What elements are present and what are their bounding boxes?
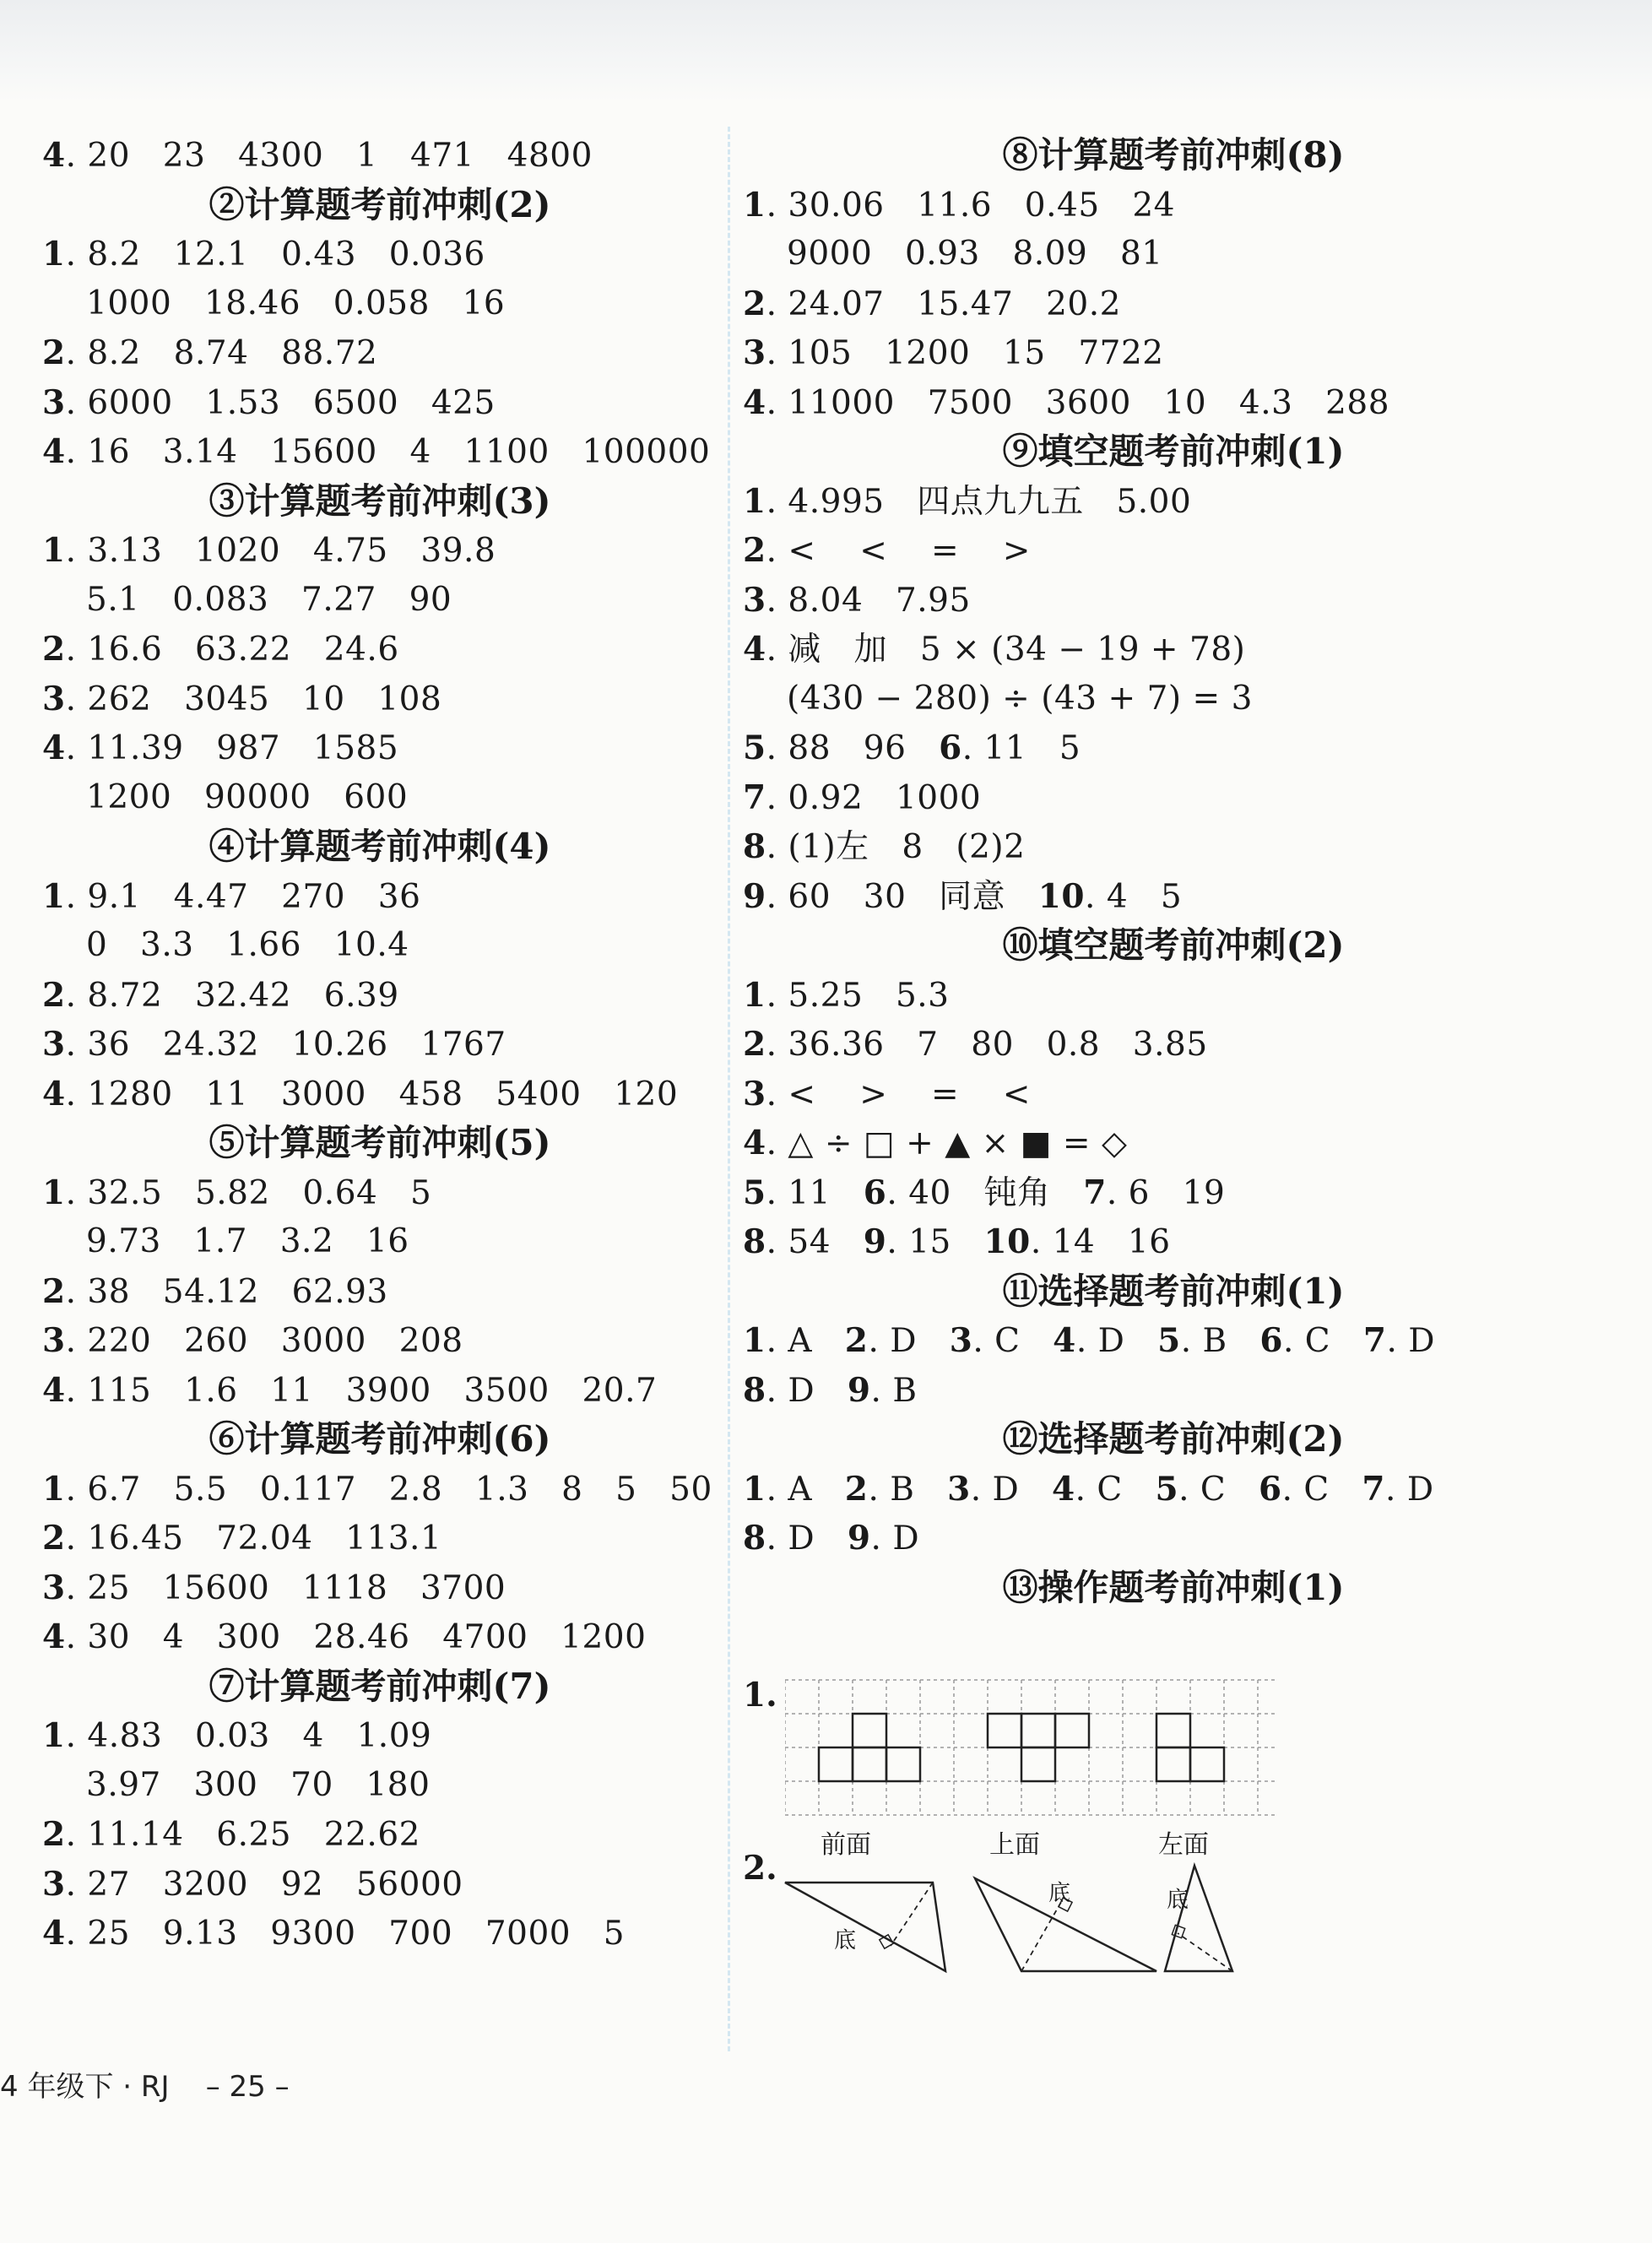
question-number: 3 xyxy=(42,1025,66,1064)
question-number: 3 xyxy=(743,580,766,620)
section-heading: ⑪选择题考前冲刺(1) xyxy=(1002,1270,1345,1312)
question-number: 6 xyxy=(939,729,962,767)
answer-line xyxy=(743,378,1604,428)
answer-text: . 15 xyxy=(886,1223,984,1261)
answer-line xyxy=(42,1020,718,1070)
question-number: 2 xyxy=(743,284,766,323)
answer-line xyxy=(42,131,718,181)
answer-line xyxy=(743,1316,1604,1366)
answer-line xyxy=(42,675,718,724)
answer-text: . 60 30 同意 xyxy=(766,877,1038,916)
question-number: 9 xyxy=(743,876,766,916)
triangle-1-height xyxy=(891,1883,933,1946)
answer-text: . 220 260 3000 208 xyxy=(65,1322,463,1360)
question-number: 5 xyxy=(743,1173,766,1212)
base-label-1: 底 xyxy=(834,1928,857,1953)
question-number: 1 xyxy=(743,1469,766,1509)
question-number: 6 xyxy=(1259,1321,1284,1360)
answer-text: . 6000 1.53 6500 425 xyxy=(65,383,496,422)
question-number: 1 xyxy=(42,1469,66,1509)
answer-text: . D xyxy=(868,1322,950,1360)
section-heading: ⑨填空题考前冲刺(1) xyxy=(1002,431,1345,472)
answer-text: . 6 19 xyxy=(1106,1173,1226,1212)
three-views-grid xyxy=(785,1676,1292,1819)
question-number: 2 xyxy=(844,1321,869,1360)
question-number: 4 xyxy=(1052,1469,1075,1509)
question-number: 3 xyxy=(743,333,766,372)
answer-line xyxy=(743,1119,1604,1168)
answer-text: . 14 16 xyxy=(1030,1223,1171,1261)
answer-line xyxy=(743,1366,1604,1416)
answer-text: 3.97 300 70 180 xyxy=(86,1765,431,1804)
label-front: 前面 xyxy=(821,1830,871,1860)
question-number: 1 xyxy=(743,481,766,521)
answer-text: . 25 15600 1118 3700 xyxy=(65,1568,506,1607)
answer-text: . 36 24.32 10.26 1767 xyxy=(65,1026,506,1064)
answer-line xyxy=(42,1563,718,1613)
answer-text: . 8.2 8.74 88.72 xyxy=(65,334,378,372)
answer-line xyxy=(743,723,1604,773)
question-number: 4 xyxy=(42,1370,66,1410)
answer-line xyxy=(743,1070,1604,1119)
question-number: 4 xyxy=(42,432,66,471)
answer-text: . 8.72 32.42 6.39 xyxy=(65,976,399,1015)
answer-text: . 11 xyxy=(766,1173,864,1212)
question-number: 8 xyxy=(743,1222,766,1261)
left-view xyxy=(1156,1714,1224,1781)
question-number: 8 xyxy=(743,1519,766,1558)
answer-line xyxy=(743,1465,1604,1514)
question-number: 3 xyxy=(42,382,66,422)
answer-line xyxy=(42,773,718,823)
answer-text: . 40 钝角 xyxy=(886,1173,1084,1212)
label-left: 左面 xyxy=(1158,1830,1209,1860)
answer-text: . 262 3045 10 108 xyxy=(65,680,442,718)
answer-line xyxy=(743,822,1604,872)
question-number: 6 xyxy=(863,1173,887,1212)
answer-line xyxy=(42,971,718,1021)
question-number: 9 xyxy=(863,1222,887,1261)
right-answer-column xyxy=(743,131,1604,1612)
answer-line xyxy=(42,1860,718,1910)
answer-text: . C xyxy=(1075,1470,1156,1509)
question-number: 3 xyxy=(42,1321,66,1360)
question-number: 9 xyxy=(847,1519,871,1558)
answer-text: . D xyxy=(766,1520,848,1558)
answer-text: . 54 xyxy=(766,1223,864,1261)
question-number: 2 xyxy=(743,531,766,570)
triangle-2-height xyxy=(1021,1898,1064,1971)
answer-line xyxy=(743,1217,1604,1267)
section-heading: ⑥计算题考前冲刺(6) xyxy=(209,1418,551,1460)
answer-line xyxy=(42,625,718,675)
answer-text: . 16.6 63.22 24.6 xyxy=(65,631,399,669)
question-number: 3 xyxy=(947,1469,971,1509)
answer-text: . 1280 11 3000 458 5400 120 xyxy=(65,1075,679,1113)
answer-text: 9.73 1.7 3.2 16 xyxy=(86,1222,409,1260)
question-number: 2 xyxy=(42,1271,66,1311)
question-number: 2 xyxy=(42,1519,66,1558)
section-heading: ④计算题考前冲刺(4) xyxy=(209,826,551,867)
base-label-2: 底 xyxy=(1048,1881,1071,1906)
answer-line xyxy=(743,1514,1604,1563)
answer-text: . 30 4 300 28.46 4700 1200 xyxy=(65,1618,647,1656)
answer-text: . B xyxy=(870,1371,918,1410)
answer-line xyxy=(42,1366,718,1416)
answer-text: . C xyxy=(1178,1470,1259,1509)
question-number: 5 xyxy=(1155,1469,1179,1509)
answer-text: . 9.1 4.47 270 36 xyxy=(65,877,421,916)
answer-text: . 88 96 xyxy=(766,729,940,767)
answer-text: 5.1 0.083 7.27 90 xyxy=(86,580,452,619)
answer-text: . D xyxy=(1385,1470,1434,1509)
answer-line xyxy=(743,1168,1604,1218)
page-top-band xyxy=(0,0,1652,101)
question-number: 2 xyxy=(42,630,66,669)
question-number: 7 xyxy=(1083,1173,1107,1212)
answer-text: . 16 3.14 15600 4 1100 100000 xyxy=(65,433,711,471)
answer-line xyxy=(743,230,1604,279)
answer-text: . 减 加 5 × (34 − 19 + 78) xyxy=(766,631,1246,669)
section-heading: ②计算题考前冲刺(2) xyxy=(209,183,551,225)
figure-2-number: 2. xyxy=(743,1849,777,1888)
answer-line xyxy=(42,1711,718,1761)
question-number: 1 xyxy=(42,876,66,916)
triangle-3-height xyxy=(1178,1933,1232,1971)
answer-text: . A xyxy=(766,1322,845,1360)
answer-text: . 16.45 72.04 113.1 xyxy=(65,1520,442,1558)
answer-text: . < > = < xyxy=(766,1075,1031,1113)
question-number: 6 xyxy=(1258,1469,1282,1509)
answer-text: . D xyxy=(970,1470,1052,1509)
question-number: 3 xyxy=(42,1864,66,1904)
answer-text: . 11.39 987 1585 xyxy=(65,729,399,767)
figure-1 xyxy=(743,1676,1587,1861)
question-number: 1 xyxy=(42,531,66,570)
answer-line xyxy=(42,1761,718,1811)
question-number: 4 xyxy=(42,1914,66,1953)
answer-text: . 3.13 1020 4.75 39.8 xyxy=(65,532,496,570)
section-heading: ③计算题考前冲刺(3) xyxy=(209,479,551,522)
answer-line xyxy=(743,773,1604,823)
answer-line xyxy=(42,279,718,329)
answer-line xyxy=(743,872,1604,922)
base-label-3: 底 xyxy=(1167,1888,1189,1913)
question-number: 1 xyxy=(743,1321,766,1360)
answer-line xyxy=(743,279,1604,329)
answer-text: . 32.5 5.82 0.64 5 xyxy=(65,1173,432,1212)
answer-text: . A xyxy=(766,1470,845,1509)
answer-text: . 30.06 11.6 0.45 24 xyxy=(766,186,1175,225)
section-heading: ⑤计算题考前冲刺(5) xyxy=(209,1122,551,1163)
answer-text: . △ ÷ □ + ▲ × ■ = ◇ xyxy=(766,1124,1128,1162)
question-number: 10 xyxy=(983,1222,1031,1261)
question-number: 8 xyxy=(743,1370,766,1410)
answer-text: . 0.92 1000 xyxy=(766,778,982,817)
question-number: 2 xyxy=(743,1025,766,1064)
question-number: 8 xyxy=(743,827,766,866)
answer-text: . 8.2 12.1 0.43 0.036 xyxy=(65,236,485,274)
question-number: 4 xyxy=(42,1617,66,1656)
answer-line xyxy=(42,1316,718,1366)
figure-2 xyxy=(743,1849,1587,1984)
triangle-3 xyxy=(1165,1866,1232,1971)
answer-text: . 115 1.6 11 3900 3500 20.7 xyxy=(65,1371,658,1410)
answer-text: . D xyxy=(1075,1322,1158,1360)
answer-text: . D xyxy=(1386,1322,1436,1360)
answer-text: . 6.7 5.5 0.117 2.8 1.3 8 5 50 xyxy=(65,1470,712,1509)
question-number: 2 xyxy=(42,333,66,372)
question-number: 3 xyxy=(42,679,66,718)
question-number: 4 xyxy=(42,1074,66,1113)
answer-line xyxy=(42,1465,718,1514)
question-number: 1 xyxy=(743,975,766,1015)
answer-text: . 36.36 7 80 0.8 3.85 xyxy=(766,1026,1208,1064)
answer-text: . < < = > xyxy=(766,532,1031,570)
question-number: 5 xyxy=(1157,1321,1181,1360)
section-heading: ⑦计算题考前冲刺(7) xyxy=(209,1665,551,1707)
page-footer: 4 年级下 · RJ – 25 – xyxy=(0,2070,290,2104)
question-number: 7 xyxy=(1362,1469,1386,1509)
answer-line xyxy=(42,526,718,576)
answer-text: . 38 54.12 62.93 xyxy=(65,1272,388,1311)
answer-text: . C xyxy=(972,1322,1053,1360)
section-heading: ⑬操作题考前冲刺(1) xyxy=(1002,1566,1345,1608)
answer-line xyxy=(42,427,718,477)
answer-line xyxy=(743,328,1604,378)
answer-line xyxy=(42,1168,718,1218)
answer-text: . 4 5 xyxy=(1085,877,1183,916)
answer-line xyxy=(743,675,1604,724)
answer-line xyxy=(42,921,718,971)
question-number: 7 xyxy=(1362,1321,1387,1360)
answer-text: . D xyxy=(766,1371,848,1410)
answer-text: . B xyxy=(1180,1322,1260,1360)
answer-line xyxy=(743,526,1604,576)
answer-text: . 5.25 5.3 xyxy=(766,976,950,1015)
question-number: 1 xyxy=(42,235,66,274)
answer-line xyxy=(743,625,1604,675)
answer-text: . 105 1200 15 7722 xyxy=(766,334,1164,372)
answer-text: . 20 23 4300 1 471 4800 xyxy=(65,137,593,175)
answer-text: . 11 5 xyxy=(961,729,1081,767)
question-number: 4 xyxy=(42,136,66,175)
question-number: 4 xyxy=(743,382,766,422)
question-number: 4 xyxy=(1053,1321,1076,1360)
front-view xyxy=(819,1714,920,1781)
answer-text: 0 3.3 1.66 10.4 xyxy=(86,926,409,964)
answer-text: . 24.07 15.47 20.2 xyxy=(766,284,1121,323)
question-number: 1 xyxy=(42,1716,66,1755)
figure-1-number: 1. xyxy=(743,1676,777,1715)
question-number: 3 xyxy=(42,1568,66,1607)
answer-line xyxy=(42,378,718,428)
triangles-figure xyxy=(777,1849,1317,1984)
answer-line xyxy=(42,1217,718,1267)
answer-text: . C xyxy=(1281,1470,1362,1509)
answer-line xyxy=(42,576,718,626)
top-view xyxy=(988,1714,1089,1781)
answer-line xyxy=(42,1612,718,1662)
answer-text: (430 − 280) ÷ (43 + 7) = 3 xyxy=(787,679,1253,718)
answer-line xyxy=(743,576,1604,626)
answer-line xyxy=(42,723,718,773)
question-number: 2 xyxy=(42,1815,66,1854)
answer-text: . 8.04 7.95 xyxy=(766,581,971,620)
column-divider xyxy=(728,127,730,2051)
answer-text: 9000 0.93 8.09 81 xyxy=(787,235,1163,273)
question-number: 3 xyxy=(949,1321,973,1360)
answer-text: . 4.995 四点九九五 5.00 xyxy=(766,482,1192,521)
question-number: 5 xyxy=(743,729,766,767)
question-number: 4 xyxy=(743,1124,766,1162)
answer-text: . 4.83 0.03 4 1.09 xyxy=(65,1717,432,1755)
label-top: 上面 xyxy=(989,1830,1040,1860)
answer-line xyxy=(42,230,718,279)
question-number: 9 xyxy=(847,1370,871,1410)
answer-text: . 11.14 6.25 22.62 xyxy=(65,1816,420,1854)
answer-text: 1000 18.46 0.058 16 xyxy=(86,284,506,322)
answer-text: . 11000 7500 3600 10 4.3 288 xyxy=(766,383,1390,422)
question-number: 10 xyxy=(1037,876,1086,916)
answer-text: 1200 90000 600 xyxy=(86,777,409,816)
question-number: 4 xyxy=(42,729,66,767)
triangle-1 xyxy=(785,1883,945,1971)
section-heading: ⑧计算题考前冲刺(8) xyxy=(1002,134,1345,176)
answer-line xyxy=(743,181,1604,230)
answer-line xyxy=(42,872,718,922)
answer-line xyxy=(42,1070,718,1119)
answer-text: . D xyxy=(870,1520,920,1558)
answer-line xyxy=(42,328,718,378)
answer-text: . C xyxy=(1283,1322,1363,1360)
answer-line xyxy=(42,1267,718,1317)
answer-text: . 27 3200 92 56000 xyxy=(65,1865,463,1904)
answer-line xyxy=(743,1020,1604,1070)
answer-text: . B xyxy=(868,1470,948,1509)
answer-text: . (1)左 8 (2)2 xyxy=(766,828,1026,866)
left-answer-column xyxy=(42,131,718,1959)
answer-line xyxy=(42,1514,718,1563)
question-number: 1 xyxy=(743,185,766,225)
question-number: 4 xyxy=(743,630,766,669)
question-number: 2 xyxy=(844,1469,869,1509)
answer-line xyxy=(42,1909,718,1959)
question-number: 1 xyxy=(42,1173,66,1212)
answer-line xyxy=(42,1810,718,1860)
question-number: 2 xyxy=(42,975,66,1015)
section-heading: ⑩填空题考前冲刺(2) xyxy=(1002,924,1345,966)
question-number: 3 xyxy=(743,1074,766,1113)
section-heading: ⑫选择题考前冲刺(2) xyxy=(1002,1418,1345,1460)
answer-text: . 25 9.13 9300 700 7000 5 xyxy=(65,1915,626,1953)
answer-line xyxy=(743,477,1604,527)
answer-line xyxy=(743,971,1604,1021)
question-number: 7 xyxy=(743,777,766,817)
